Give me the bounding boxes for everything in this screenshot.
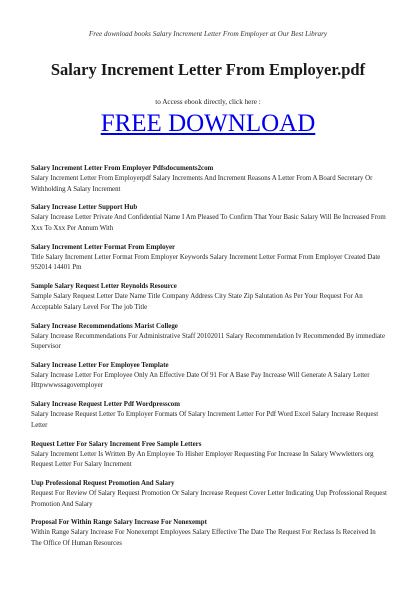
entry-title: Salary Increase Recommendations Marist College bbox=[31, 322, 178, 330]
entry-description: Salary Increment Letter From Employerpdf Salary Increments And Increment Reasons A Letter From A Board Secretary Or Withholding A Salary Increment bbox=[31, 175, 373, 193]
page-title: Salary Increment Letter From Employer.pdf bbox=[50, 60, 366, 79]
header-note: Free download books Salary Increment Letter From Employer at Our Best Library bbox=[88, 30, 328, 38]
entry-title: Salary Increase Letter For Employee Template bbox=[31, 361, 169, 369]
list-item bbox=[31, 400, 387, 431]
entry-title: Uup Professional Request Promotion And Salary bbox=[31, 480, 175, 487]
list-item bbox=[31, 203, 387, 234]
entry-title: Proposal For Within Range Salary Increase For Nonexempt bbox=[31, 519, 207, 527]
list-item bbox=[31, 440, 387, 471]
entry-title: Salary Increment Letter Format From Employer bbox=[31, 243, 176, 251]
access-note: to Access ebook directly, click here : bbox=[155, 98, 261, 106]
entry-description: Sample Salary Request Letter Date Name Title Company Address City State Zip Salutation As Per Your Request For An Acceptable Salary Level For The job Title bbox=[31, 293, 363, 311]
entry-title: Sample Salary Request Letter Reynolds Resource bbox=[31, 283, 177, 291]
list-item bbox=[31, 243, 387, 274]
entry-description: Title Salary Increment Letter Format From Employer Keywords Salary Increment Letter Format From Employer Created Date 952014 14401 Pm bbox=[31, 253, 381, 272]
entry-description: Salary Increase Request Letter To Employer Formats Of Salary Increment Letter For Pdf Word Excel Salary Increase Request Letter bbox=[31, 411, 379, 429]
entry-title: Salary Increase Letter Support Hub bbox=[31, 204, 138, 212]
entry-title: Request Letter For Salary Increment Free Sample Letters bbox=[31, 440, 202, 448]
entry-description: Salary Increase Letter For Employee Only An Effective Date Of 91 For A Base Pay Increase Will Generate A Salary Letter Httpwwwssagovemployer bbox=[31, 371, 370, 390]
list-item bbox=[31, 479, 387, 510]
entry-description: Salary Increase Recommendations For Administrative Staff 20102011 Salary Recommendation Iv Recommended By immediate Supervisor bbox=[31, 332, 386, 351]
free-download-link[interactable]: FREE DOWNLOAD bbox=[100, 110, 316, 137]
list-item bbox=[31, 361, 387, 392]
entry-description: Salary Increment Letter Is Written By An Employee To Hisher Employer Requesting For Increase In Salary Wwwletters org Request Letter For Salary Increment bbox=[31, 450, 374, 469]
list-item bbox=[31, 322, 387, 353]
entry-list bbox=[31, 164, 387, 558]
list-item bbox=[31, 518, 387, 549]
entry-description: Salary Increase Letter Private And Confidential Name I Am Pleased To Confirm That Your Basic Salary Will Be Increased From Xxx To Xxx Per Annum With bbox=[31, 214, 386, 232]
list-item bbox=[31, 282, 387, 313]
list-item bbox=[31, 164, 387, 195]
entry-description: Within Range Salary Increase For Nonexempt Employees Salary Effective The Date The Request For Reclass Is Received In The Office Of Human Resources bbox=[31, 529, 376, 547]
entry-description: Request For Review Of Salary Request Promotion Or Salary Increase Request Cover Letter Indicating Uup Professional Request Promotion And Salary bbox=[31, 490, 387, 508]
entry-title: Salary Increase Request Letter Pdf Wordpresscom bbox=[31, 401, 180, 409]
entry-title: Salary Increment Letter From Employer Pdfsdocuments2com bbox=[31, 165, 214, 172]
